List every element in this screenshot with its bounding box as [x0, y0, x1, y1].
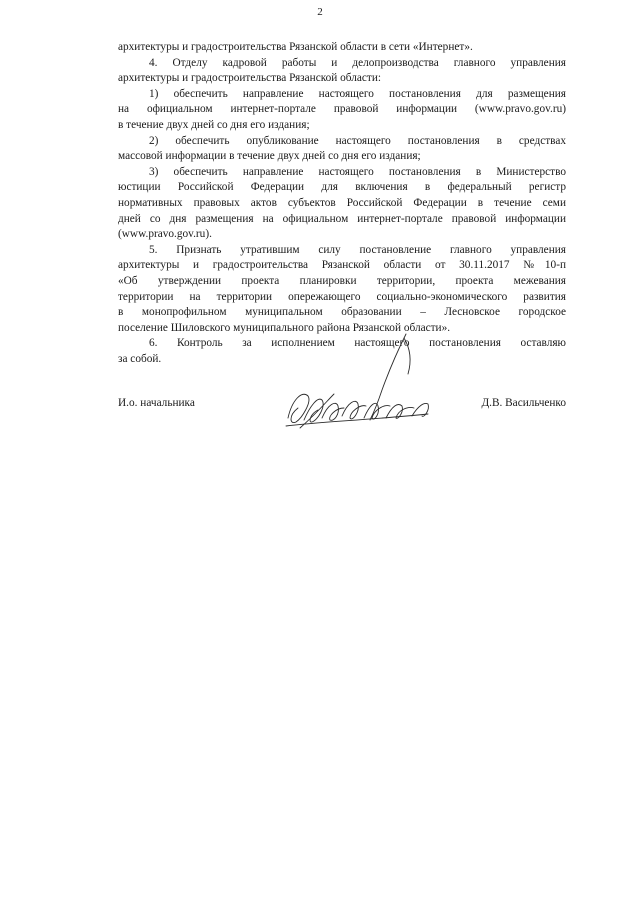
signatory-position: И.о. начальника [118, 397, 195, 409]
text-line: территории на территории опережающего социально-экономического развития [118, 290, 566, 303]
text-line: архитектуры и градостроительства Рязанской области от 30.11.2017 №10-п [118, 259, 566, 272]
text-line: в монопрофильном муниципальном образовании – Лесновское городское [118, 306, 566, 319]
text-line: (www.pravo.gov.ru). [118, 228, 212, 241]
text-line: в течение двух дней со дня его издания; [118, 118, 310, 131]
text-line: 6. Контроль за исполнением настоящего постановления оставляю [149, 337, 566, 350]
page-number: 2 [317, 6, 323, 18]
text-line: «Об утверждении проекта планировки территории, проекта межевания [118, 274, 566, 287]
text-line: массовой информации в течение двух дней со дня его издания; [118, 150, 421, 163]
text-line: 4. Отделу кадровой работы и делопроизводства главного управления [149, 56, 566, 69]
text-line: нормативных правовых актов субъектов Российской Федерации в течение семи [118, 196, 566, 209]
text-line: архитектуры и градостроительства Рязанской области: [118, 72, 382, 85]
document-body [118, 40, 566, 367]
text-line: 2) обеспечить опубликование настоящего постановления в средствах [149, 134, 566, 147]
text-line: поселение Шиловского муниципального района Рязанской области». [118, 321, 451, 334]
signatory-name: Д.В. Васильченко [481, 397, 566, 409]
text-line: 1) обеспечить направление настоящего постановления для размещения [149, 87, 566, 100]
text-line: 3) обеспечить направление настоящего постановления в Министерство [149, 165, 566, 178]
text-line: 5. Признать утратившим силу постановление главного управления [149, 243, 566, 256]
text-line: за собой. [118, 352, 162, 365]
text-line: дней со дня размещения на официальном интернет-портале правовой информации [118, 212, 566, 225]
text-line: на официальном интернет-портале правовой информации (www.pravo.gov.ru) [118, 103, 566, 116]
handwritten-signature [278, 330, 448, 440]
text-line: юстиции Российской Федерации для включения в федеральный регистр [118, 181, 566, 194]
text-line: архитектуры и градостроительства Рязанской области в сети «Интернет». [118, 41, 473, 53]
